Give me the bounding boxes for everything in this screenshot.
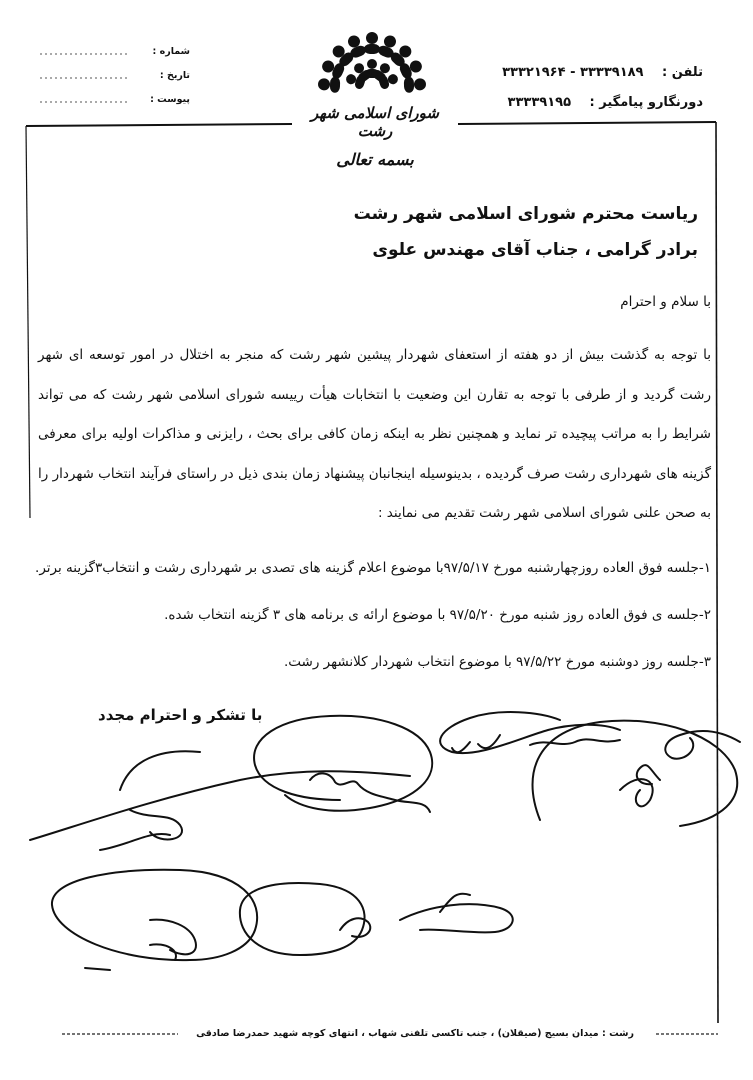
- phone-value: ۳۳۳۳۹۱۸۹ - ۳۳۳۲۱۹۶۴: [502, 65, 644, 80]
- fax-row: [502, 88, 703, 118]
- contact-block: [502, 58, 703, 118]
- addressee-line-1: ریاست محترم شورای اسلامی شهر رشت: [353, 204, 698, 224]
- footer-address: رشت : میدان بسیج (صیقلان) ، جنب تاکسی تلفنی شهاب ، انتهای کوچه شهید حمدرضا صادقی: [196, 1028, 634, 1039]
- attachment-label: پیوست :: [150, 94, 190, 105]
- addressee-line-2: برادر گرامی ، جناب آقای مهندس علوی: [372, 240, 698, 260]
- addressee-block: [354, 196, 698, 268]
- body-paragraph: با توجه به گذشت بیش از دو هفته از استعفای شهردار پیشین شهر رشت که منجر به اختلال در امور توسعه ای شهر رشت گردید و از طرفی با توجه به تقارن این وضعیت با انتخابات هیأت رییسه شورای اسلامی شهر رشت که می تواند شرایط را به مراتب پیچیده تر نماید و همچنین نظر به اینکه زمان کافی برای بحث ، رایزنی و مذاکرات اولیه برای معرفی گزینه های شهرداری رشت صرف گردیده ، بدینوسیله اینجانبان پیشنهاد زمان بندی ذیل در راستای فرآیند انتخاب شهردار را به صحن علنی شورای اسلامی شهر رشت تقدیم می نمایند :: [38, 347, 711, 521]
- list-item: ۱-جلسه فوق العاده روزچهارشنبه مورخ ۹۷/۵/۱۷با موضوع اعلام گزینه های تصدی بر شهرداری رشت و انتخاب۳گزینه برتر.: [35, 560, 711, 576]
- reference-block: [130, 40, 190, 112]
- greeting: با سلام و احترام: [620, 294, 711, 310]
- bismillah-heading: بسمه تعالی: [336, 150, 414, 169]
- fax-label: دورنگارو پیامگیر :: [589, 95, 703, 110]
- schedule-list: [35, 553, 711, 694]
- footer-rule: [60, 1020, 720, 1060]
- fax-value: ۳۳۳۳۹۱۹۵: [507, 95, 572, 110]
- phone-row: [502, 58, 703, 88]
- list-item: ۳-جلسه روز دوشنبه مورخ ۹۷/۵/۲۲ با موضوع انتخاب شهردار کلانشهر رشت.: [283, 654, 711, 670]
- council-name: شورای اسلامی شهر رشت: [311, 104, 439, 140]
- reference-lines: [40, 44, 130, 104]
- phone-label: تلفن :: [662, 65, 703, 80]
- list-item: ۲-جلسه ی فوق العاده روز شنبه مورخ ۹۷/۵/۲۰ با موضوع ارائه ی برنامه های ۳ گزینه انتخاب شده.: [164, 607, 711, 623]
- number-label: شماره :: [152, 46, 190, 57]
- closing-line: با تشکر و احترام مجدد: [98, 706, 263, 724]
- date-label: تاریخ :: [159, 70, 190, 81]
